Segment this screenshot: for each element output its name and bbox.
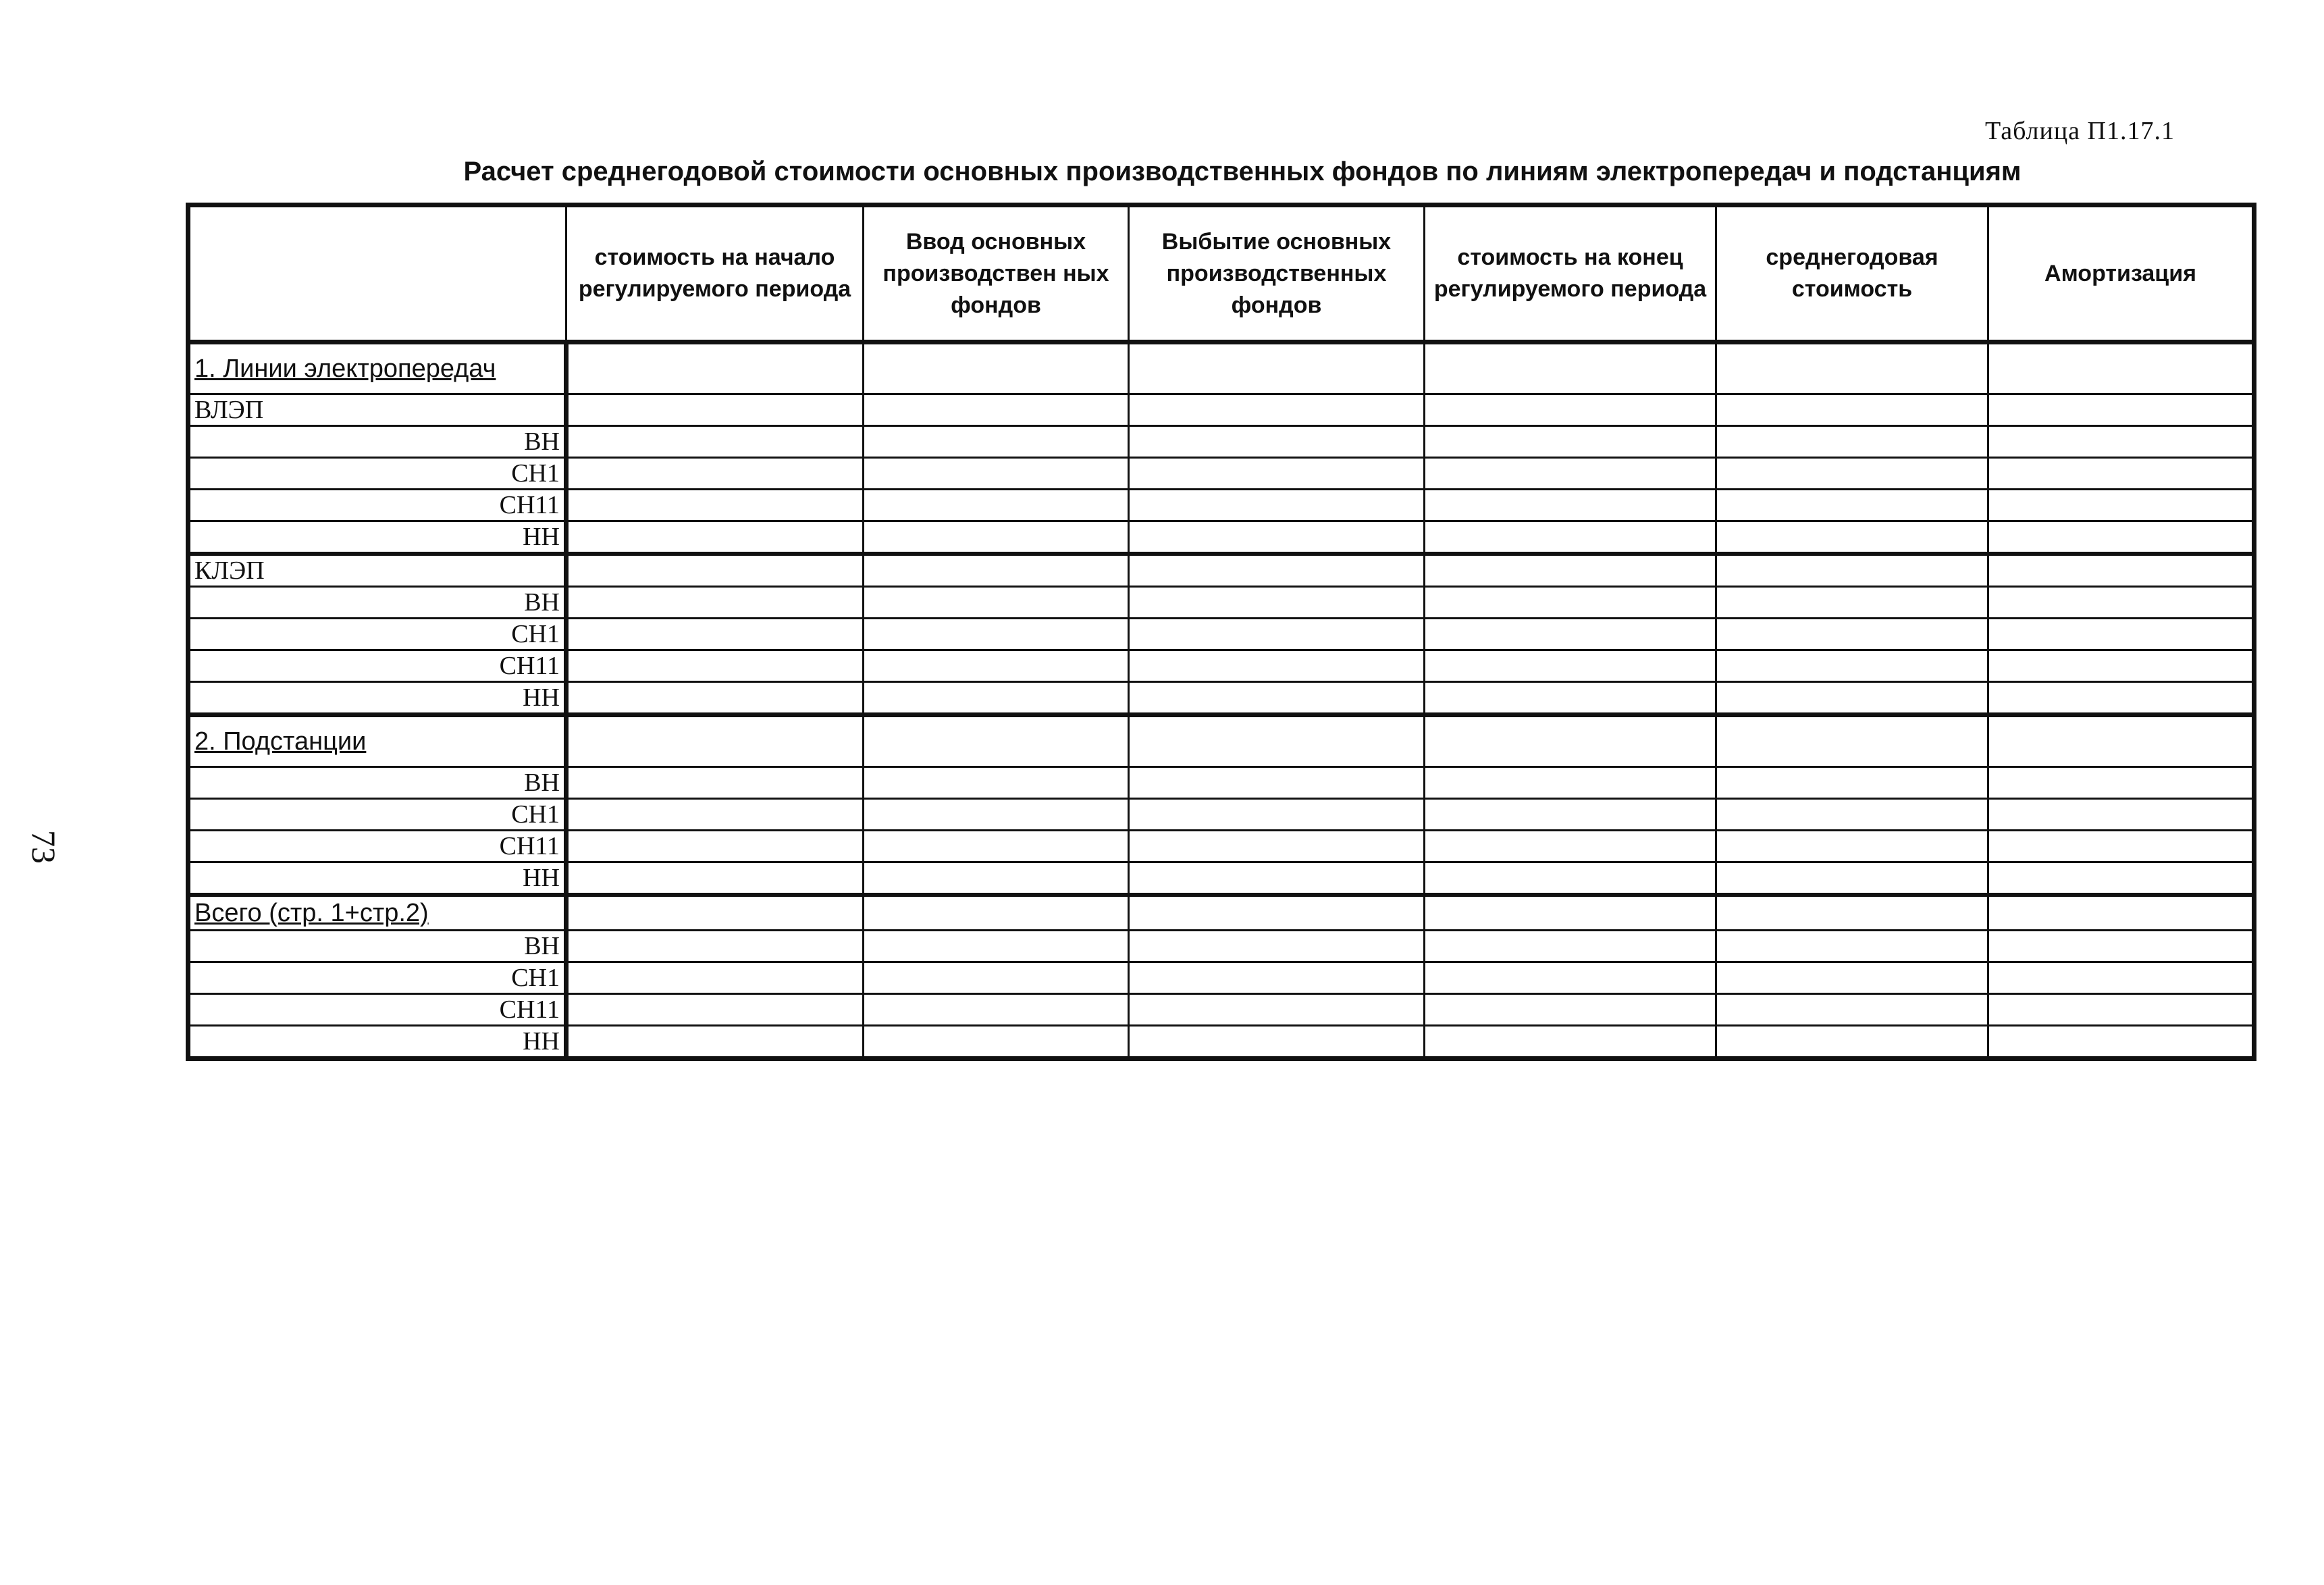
value-cell[interactable] <box>1716 426 1988 458</box>
value-cell[interactable] <box>1425 715 1716 767</box>
table-row <box>188 587 2254 619</box>
section-label-lines: 1. Линии электропередач <box>188 342 566 394</box>
value-cell[interactable] <box>864 650 1129 682</box>
value-cell[interactable] <box>864 521 1129 554</box>
voltage-label: ВН <box>188 767 566 799</box>
value-cell[interactable] <box>1988 767 2254 799</box>
value-cell[interactable] <box>1716 342 1988 394</box>
value-cell[interactable] <box>1129 931 1425 962</box>
table-row <box>188 799 2254 831</box>
value-cell[interactable] <box>1129 458 1425 490</box>
value-cell[interactable] <box>864 394 1129 426</box>
group-label-vlep: ВЛЭП <box>188 394 566 426</box>
value-cell[interactable] <box>1425 490 1716 521</box>
table-row <box>188 682 2254 715</box>
value-cell[interactable] <box>1716 554 1988 587</box>
value-cell[interactable] <box>566 554 864 587</box>
table-row <box>188 619 2254 650</box>
header-end-cost: стоимость на конец регулируемого периода <box>1425 205 1716 342</box>
value-cell[interactable] <box>1129 994 1425 1026</box>
value-cell[interactable] <box>1716 458 1988 490</box>
table-row <box>188 554 2254 587</box>
section-label-total: Всего (стр. 1+стр.2) <box>188 895 566 931</box>
value-cell[interactable] <box>1425 682 1716 715</box>
value-cell[interactable] <box>566 490 864 521</box>
value-cell[interactable] <box>864 799 1129 831</box>
value-cell[interactable] <box>1425 521 1716 554</box>
value-cell[interactable] <box>1988 1026 2254 1059</box>
value-cell[interactable] <box>1425 394 1716 426</box>
value-cell[interactable] <box>1425 554 1716 587</box>
value-cell[interactable] <box>1716 962 1988 994</box>
value-cell[interactable] <box>1988 682 2254 715</box>
value-cell[interactable] <box>566 831 864 862</box>
voltage-label: ВН <box>188 587 566 619</box>
table-row <box>188 342 2254 394</box>
value-cell[interactable] <box>1425 931 1716 962</box>
value-cell[interactable] <box>864 1026 1129 1059</box>
table-row <box>188 862 2254 895</box>
value-cell[interactable] <box>1129 682 1425 715</box>
header-depreciation: Амортизация <box>1988 205 2254 342</box>
value-cell[interactable] <box>566 342 864 394</box>
value-cell[interactable] <box>566 931 864 962</box>
value-cell[interactable] <box>1988 994 2254 1026</box>
value-cell[interactable] <box>1129 426 1425 458</box>
header-commissioning: Ввод основных производствен ных фондов <box>864 205 1129 342</box>
value-cell[interactable] <box>566 895 864 931</box>
value-cell[interactable] <box>1716 650 1988 682</box>
voltage-label: СН1 <box>188 619 566 650</box>
value-cell[interactable] <box>1425 862 1716 895</box>
group-label-klep: КЛЭП <box>188 554 566 587</box>
value-cell[interactable] <box>1129 895 1425 931</box>
value-cell[interactable] <box>864 931 1129 962</box>
value-cell[interactable] <box>566 619 864 650</box>
value-cell[interactable] <box>1425 458 1716 490</box>
value-cell[interactable] <box>1988 862 2254 895</box>
value-cell[interactable] <box>566 862 864 895</box>
table-row <box>188 426 2254 458</box>
value-cell[interactable] <box>1129 715 1425 767</box>
value-cell[interactable] <box>1129 619 1425 650</box>
value-cell[interactable] <box>1425 587 1716 619</box>
table-row <box>188 458 2254 490</box>
value-cell[interactable] <box>1425 767 1716 799</box>
table-row <box>188 715 2254 767</box>
value-cell[interactable] <box>1129 342 1425 394</box>
table-row <box>188 521 2254 554</box>
value-cell[interactable] <box>1988 715 2254 767</box>
header-average-cost: среднегодовая стоимость <box>1716 205 1988 342</box>
table-row <box>188 831 2254 862</box>
value-cell[interactable] <box>1988 962 2254 994</box>
voltage-label: ВН <box>188 931 566 962</box>
value-cell[interactable] <box>1129 394 1425 426</box>
value-cell[interactable] <box>864 619 1129 650</box>
value-cell[interactable] <box>1988 799 2254 831</box>
value-cell[interactable] <box>864 342 1129 394</box>
value-cell[interactable] <box>1129 799 1425 831</box>
table-row <box>188 931 2254 962</box>
value-cell[interactable] <box>864 490 1129 521</box>
table-row <box>188 767 2254 799</box>
table-row <box>188 1026 2254 1059</box>
value-cell[interactable] <box>1129 767 1425 799</box>
voltage-label: СН11 <box>188 650 566 682</box>
value-cell[interactable] <box>1129 650 1425 682</box>
value-cell[interactable] <box>1129 554 1425 587</box>
value-cell[interactable] <box>1716 587 1988 619</box>
value-cell[interactable] <box>566 715 864 767</box>
asset-cost-table <box>186 203 2256 1061</box>
table-number-label: Таблица П1.17.1 <box>1985 117 2175 145</box>
value-cell[interactable] <box>566 458 864 490</box>
voltage-label: СН11 <box>188 490 566 521</box>
value-cell[interactable] <box>566 799 864 831</box>
voltage-label: НН <box>188 862 566 895</box>
value-cell[interactable] <box>1129 490 1425 521</box>
value-cell[interactable] <box>1988 554 2254 587</box>
value-cell[interactable] <box>1129 587 1425 619</box>
value-cell[interactable] <box>566 394 864 426</box>
value-cell[interactable] <box>864 895 1129 931</box>
value-cell[interactable] <box>566 521 864 554</box>
value-cell[interactable] <box>566 682 864 715</box>
value-cell[interactable] <box>1425 994 1716 1026</box>
value-cell[interactable] <box>1716 521 1988 554</box>
value-cell[interactable] <box>1716 931 1988 962</box>
value-cell[interactable] <box>864 962 1129 994</box>
value-cell[interactable] <box>1716 799 1988 831</box>
value-cell[interactable] <box>1988 521 2254 554</box>
value-cell[interactable] <box>1425 1026 1716 1059</box>
voltage-label: СН1 <box>188 799 566 831</box>
section-label-substations: 2. Подстанции <box>188 715 566 767</box>
value-cell[interactable] <box>1988 342 2254 394</box>
table-row <box>188 962 2254 994</box>
value-cell[interactable] <box>864 715 1129 767</box>
value-cell[interactable] <box>1425 895 1716 931</box>
value-cell[interactable] <box>1716 394 1988 426</box>
table-row <box>188 895 2254 931</box>
value-cell[interactable] <box>1425 426 1716 458</box>
page-number: 73 <box>25 830 63 864</box>
value-cell[interactable] <box>864 426 1129 458</box>
value-cell[interactable] <box>1716 831 1988 862</box>
value-cell[interactable] <box>1716 895 1988 931</box>
value-cell[interactable] <box>1129 1026 1425 1059</box>
header-row-label <box>188 205 566 342</box>
table-row <box>188 994 2254 1026</box>
value-cell[interactable] <box>1129 831 1425 862</box>
value-cell[interactable] <box>864 862 1129 895</box>
value-cell[interactable] <box>1425 619 1716 650</box>
value-cell[interactable] <box>864 587 1129 619</box>
header-row <box>188 205 2254 342</box>
value-cell[interactable] <box>1988 426 2254 458</box>
value-cell[interactable] <box>1716 862 1988 895</box>
value-cell[interactable] <box>1716 715 1988 767</box>
value-cell[interactable] <box>1988 490 2254 521</box>
value-cell[interactable] <box>1988 394 2254 426</box>
voltage-label: СН11 <box>188 994 566 1026</box>
value-cell[interactable] <box>1988 831 2254 862</box>
value-cell[interactable] <box>566 1026 864 1059</box>
value-cell[interactable] <box>1425 342 1716 394</box>
value-cell[interactable] <box>566 767 864 799</box>
value-cell[interactable] <box>1988 931 2254 962</box>
value-cell[interactable] <box>1716 619 1988 650</box>
document-title: Расчет среднегодовой стоимости основных производственных фондов по линиям электропередач и подстанциям <box>463 157 2022 186</box>
value-cell[interactable] <box>1129 862 1425 895</box>
value-cell[interactable] <box>1716 490 1988 521</box>
value-cell[interactable] <box>864 458 1129 490</box>
value-cell[interactable] <box>1988 895 2254 931</box>
value-cell[interactable] <box>566 426 864 458</box>
value-cell[interactable] <box>566 962 864 994</box>
value-cell[interactable] <box>1129 962 1425 994</box>
value-cell[interactable] <box>1425 799 1716 831</box>
value-cell[interactable] <box>864 831 1129 862</box>
table-row <box>188 490 2254 521</box>
value-cell[interactable] <box>1716 682 1988 715</box>
value-cell[interactable] <box>864 767 1129 799</box>
value-cell[interactable] <box>1716 1026 1988 1059</box>
voltage-label: НН <box>188 521 566 554</box>
value-cell[interactable] <box>566 587 864 619</box>
value-cell[interactable] <box>1988 650 2254 682</box>
value-cell[interactable] <box>1988 587 2254 619</box>
value-cell[interactable] <box>864 682 1129 715</box>
voltage-label: СН1 <box>188 458 566 490</box>
value-cell[interactable] <box>566 650 864 682</box>
value-cell[interactable] <box>1716 767 1988 799</box>
value-cell[interactable] <box>864 994 1129 1026</box>
value-cell[interactable] <box>1988 458 2254 490</box>
value-cell[interactable] <box>1425 650 1716 682</box>
header-start-cost: стоимость на начало регулируемого периода <box>566 205 864 342</box>
voltage-label: НН <box>188 1026 566 1059</box>
header-retirement: Выбытие основных производственных фондов <box>1129 205 1425 342</box>
voltage-label: НН <box>188 682 566 715</box>
value-cell[interactable] <box>1129 521 1425 554</box>
value-cell[interactable] <box>566 994 864 1026</box>
value-cell[interactable] <box>864 554 1129 587</box>
voltage-label: СН1 <box>188 962 566 994</box>
value-cell[interactable] <box>1425 962 1716 994</box>
value-cell[interactable] <box>1716 994 1988 1026</box>
value-cell[interactable] <box>1988 619 2254 650</box>
table-row <box>188 650 2254 682</box>
table-row <box>188 394 2254 426</box>
value-cell[interactable] <box>1425 831 1716 862</box>
voltage-label: СН11 <box>188 831 566 862</box>
voltage-label: ВН <box>188 426 566 458</box>
